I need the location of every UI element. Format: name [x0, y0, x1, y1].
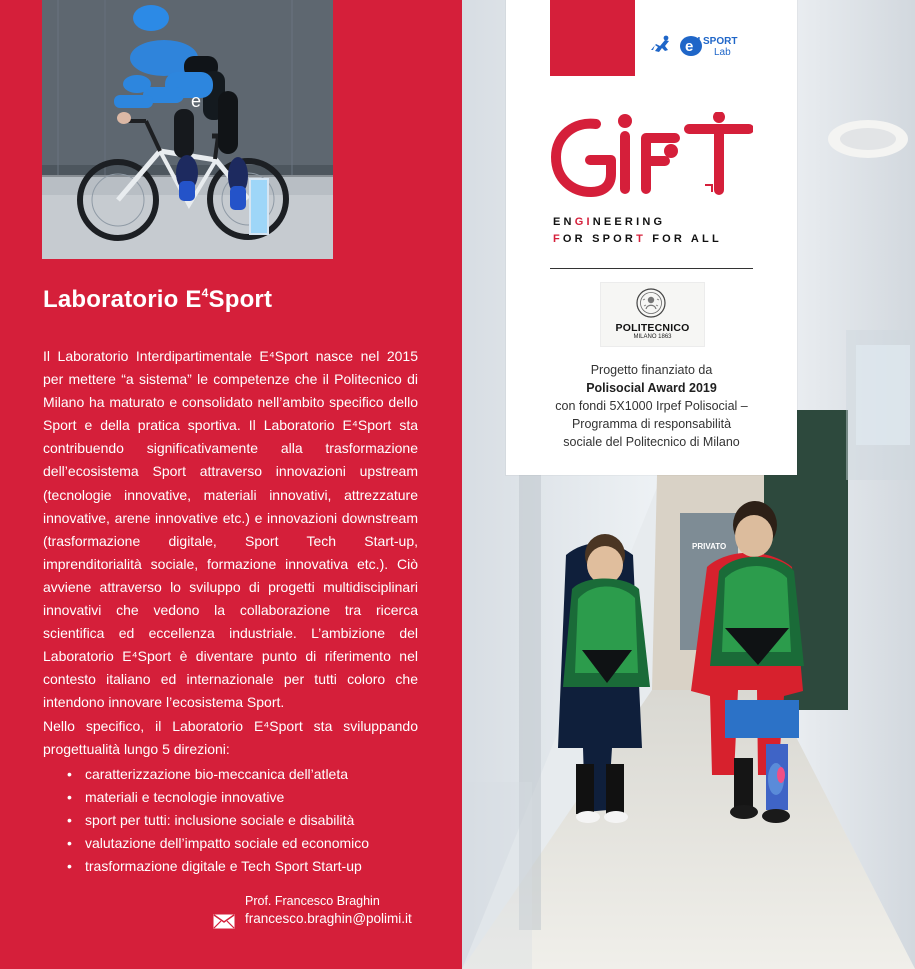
- professor-name: Prof. Francesco Braghin: [245, 894, 380, 908]
- card-divider: [550, 268, 753, 269]
- tagline-engineering: [553, 216, 665, 228]
- email-link[interactable]: francesco.braghin@polimi.it: [245, 911, 412, 926]
- funding-line: Programma di responsabilità: [571, 417, 732, 432]
- tagline-highlight: T: [636, 233, 646, 245]
- funding-award: Polisocial Award 2019: [586, 381, 717, 396]
- seal-icon: [635, 287, 667, 319]
- direction-item: • valutazione dell’impatto sociale ed economico: [67, 832, 369, 855]
- politecnico-subtitle: MILANO 1863: [633, 334, 672, 340]
- lab-title-main: Laboratorio E: [43, 286, 202, 313]
- lab-title: [43, 286, 272, 315]
- tagline-part: FOR ALL: [645, 233, 722, 245]
- lab-title-superscript: 4: [201, 286, 209, 300]
- mail-icon: [213, 914, 235, 929]
- funding-text: [524, 361, 779, 451]
- svg-text:SPORT: SPORT: [703, 36, 738, 47]
- politecnico-name: POLITECNICO: [615, 322, 690, 334]
- funding-line: con fondi 5X1000 Irpef Polisocial –: [555, 399, 748, 414]
- direction-item: • materiali e tecnologie innovative: [67, 786, 369, 809]
- svg-text:e: e: [685, 38, 694, 55]
- funding-line: sociale del Politecnico di Milano: [563, 435, 740, 450]
- tagline-sport: [553, 233, 722, 245]
- tagline-part: OR SPOR: [562, 233, 637, 245]
- gift-card: [506, 0, 797, 475]
- direction-item: • trasformazione digitale e Tech Sport Start-up: [67, 855, 369, 878]
- lab-description: [43, 345, 418, 761]
- direction-list: [67, 763, 369, 878]
- door-sign: PRIVATO: [692, 542, 727, 551]
- politecnico-logo: [600, 282, 705, 347]
- funding-line: Progetto finanziato da: [590, 363, 713, 377]
- svg-text:e: e: [191, 91, 202, 111]
- tagline-part: EN: [553, 216, 575, 228]
- direction-item: • sport per tutti: inclusione sociale e disabilità: [67, 809, 369, 832]
- card-red-square: [550, 0, 635, 76]
- tagline-part: NEERING: [592, 216, 666, 228]
- lab-title-end: Sport: [208, 286, 273, 313]
- direction-item: • caratterizzazione bio-meccanica dell’atleta: [67, 763, 369, 786]
- lab-intro-line: Nello specifico, il Laboratorio E⁴Sport sta sviluppando progettualità lungo 5 direzioni:: [43, 717, 418, 757]
- cyclist-photo: [42, 0, 333, 259]
- lab-body-text: Il Laboratorio Interdipartimentale E⁴Sport nasce nel 2015 per mettere “a sistema” le competenze che il Politecnico di Milano ha maturato e consolidato nell’ambito specifico dello Sport e della pratica sportiva. Il Laboratorio E⁴Sport sta contribuendo significativamente alla trasformazione dell’ecosistema Sport attraverso innovazioni upstream (tecnologie innovative, materiali innovativi, attrezzature innovative, arene innovative etc.) e innovazioni downstream (trasformazione digitale, Sport Tech Start-up, imprenditorialità sociale, formazione innovativa etc.). Ciò avviene attraverso lo sviluppo di progetti multidisciplinari innovativi che vedono la collaborazione tra ricerca scientifica ed eccellenza industriale. L’ambizione del Laboratorio E⁴Sport è diventare punto di riferimento nel contesto italiano ed internazionale per tutti coloro che intendono innovare l’ecosistema Sport.: [43, 348, 418, 711]
- gift-logo: [551, 112, 753, 204]
- tagline-highlight: GI: [574, 216, 593, 228]
- e4sport-logo: [647, 30, 752, 60]
- tagline-highlight: F: [553, 233, 563, 245]
- svg-text:4: 4: [696, 36, 701, 45]
- svg-text:Lab: Lab: [714, 47, 731, 58]
